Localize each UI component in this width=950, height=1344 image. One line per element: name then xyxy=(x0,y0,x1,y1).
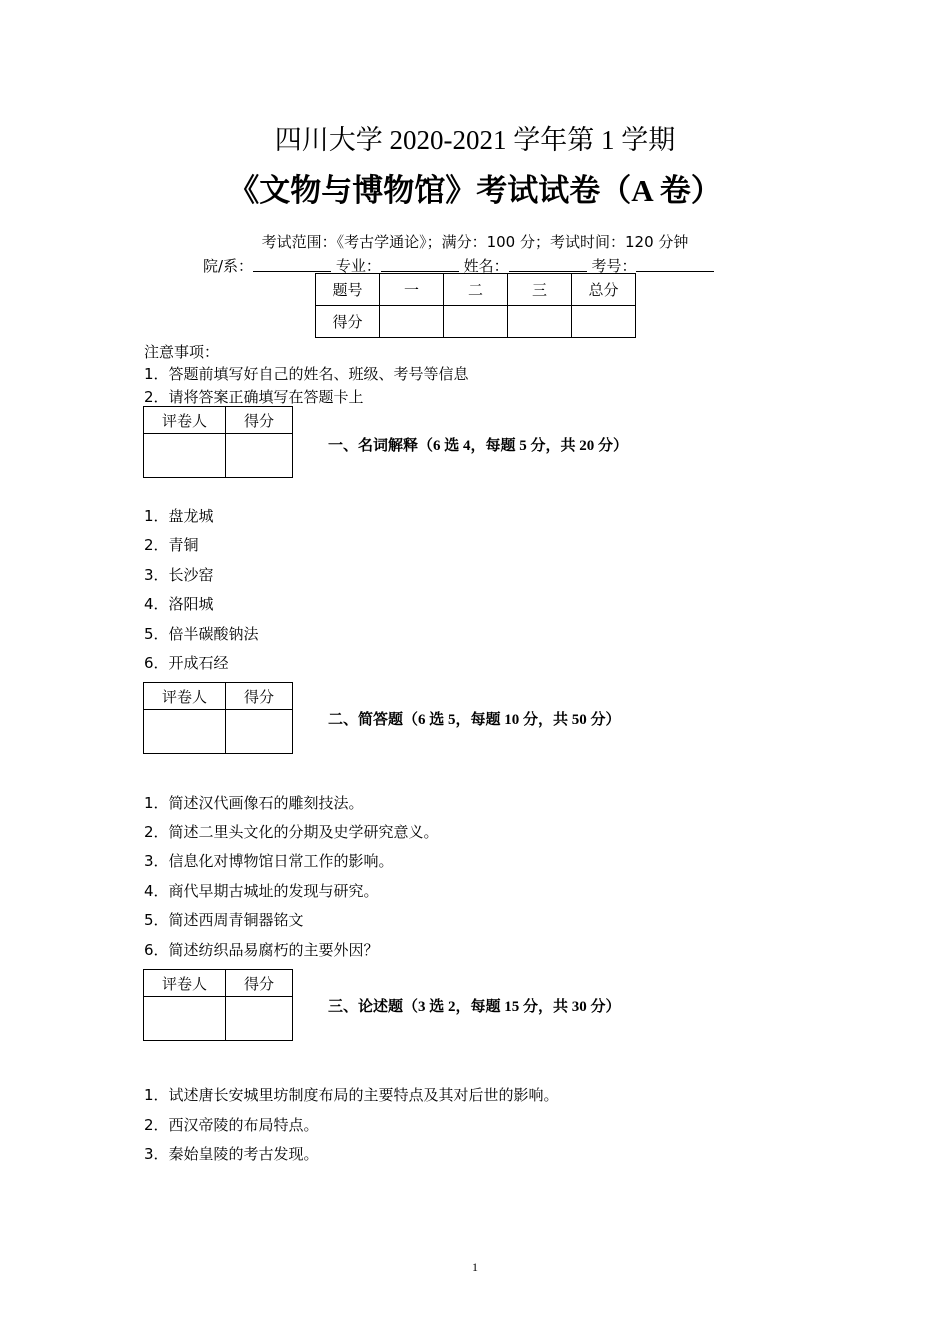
section-heading: 三、论述题（3 选 2，每题 15 分，共 30 分） xyxy=(328,999,621,1015)
field-major-label: 专业： xyxy=(335,257,381,275)
grader-score-cell[interactable] xyxy=(226,434,293,478)
score-cell[interactable] xyxy=(380,306,444,338)
field-name-blank[interactable] xyxy=(509,256,587,272)
question-item: 5．倍半碳酸钠法 xyxy=(144,625,259,643)
grader-reviewer-cell[interactable] xyxy=(144,997,226,1041)
field-department-blank[interactable] xyxy=(253,256,331,272)
question-item: 2．青铜 xyxy=(144,536,199,554)
question-item: 2．简述二里头文化的分期及史学研究意义。 xyxy=(144,823,439,841)
question-item: 3．长沙窑 xyxy=(144,566,214,584)
question-item: 6．简述纺织品易腐朽的主要外因？ xyxy=(144,941,379,959)
exam-title-line1: 四川大学 2020-2021 学年第 1 学期 xyxy=(274,125,676,155)
question-item: 2．西汉帝陵的布局特点。 xyxy=(144,1116,319,1134)
note-item: 1．答题前填写好自己的姓名、班级、考号等信息 xyxy=(144,365,469,383)
section-heading: 二、简答题（6 选 5，每题 10 分，共 50 分） xyxy=(328,712,621,728)
section-heading: 一、名词解释（6 选 4，每题 5 分，共 20 分） xyxy=(328,438,629,454)
grader-box xyxy=(143,969,293,1041)
score-header-cell: 一 xyxy=(380,274,444,306)
exam-info: 考试范围：《考古学通论》；满分：100 分；考试时间：120 分钟 xyxy=(261,233,689,251)
grader-reviewer-label: 评卷人 xyxy=(144,683,226,710)
notes-title: 注意事项： xyxy=(144,343,220,361)
grader-box xyxy=(143,682,293,754)
score-cell[interactable] xyxy=(508,306,572,338)
grader-score-cell[interactable] xyxy=(226,710,293,754)
grader-score-label: 得分 xyxy=(226,407,293,434)
score-row-label: 得分 xyxy=(316,306,380,338)
grader-reviewer-label: 评卷人 xyxy=(144,407,226,434)
grader-box xyxy=(143,406,293,478)
field-department-label: 院/系： xyxy=(203,257,254,275)
score-header-cell: 三 xyxy=(508,274,572,306)
question-item: 1．简述汉代画像石的雕刻技法。 xyxy=(144,794,364,812)
field-major-blank[interactable] xyxy=(381,256,459,272)
question-item: 3．信息化对博物馆日常工作的影响。 xyxy=(144,852,394,870)
grader-reviewer-cell[interactable] xyxy=(144,434,226,478)
grader-reviewer-label: 评卷人 xyxy=(144,970,226,997)
field-examno-blank[interactable] xyxy=(636,256,714,272)
field-name-label: 姓名： xyxy=(463,257,509,275)
score-header-cell: 题号 xyxy=(316,274,380,306)
question-item: 5．简述西周青铜器铭文 xyxy=(144,911,304,929)
score-header-cell: 二 xyxy=(444,274,508,306)
exam-title-line2: 《文物与博物馆》考试试卷（A 卷） xyxy=(228,173,722,208)
page-number: 1 xyxy=(472,1260,478,1274)
question-item: 1．试述唐长安城里坊制度布局的主要特点及其对后世的影响。 xyxy=(144,1086,559,1104)
grader-reviewer-cell[interactable] xyxy=(144,710,226,754)
score-cell[interactable] xyxy=(444,306,508,338)
score-table xyxy=(315,273,636,338)
grader-score-label: 得分 xyxy=(226,683,293,710)
question-item: 1．盘龙城 xyxy=(144,507,214,525)
question-item: 6．开成石经 xyxy=(144,654,229,672)
grader-score-cell[interactable] xyxy=(226,997,293,1041)
note-item: 2．请将答案正确填写在答题卡上 xyxy=(144,388,364,406)
grader-score-label: 得分 xyxy=(226,970,293,997)
score-header-cell: 总分 xyxy=(572,274,636,306)
score-cell[interactable] xyxy=(572,306,636,338)
question-item: 4．商代早期古城址的发现与研究。 xyxy=(144,882,379,900)
question-item: 3．秦始皇陵的考古发现。 xyxy=(144,1145,319,1163)
question-item: 4．洛阳城 xyxy=(144,595,214,613)
field-examno-label: 考号： xyxy=(591,257,637,275)
